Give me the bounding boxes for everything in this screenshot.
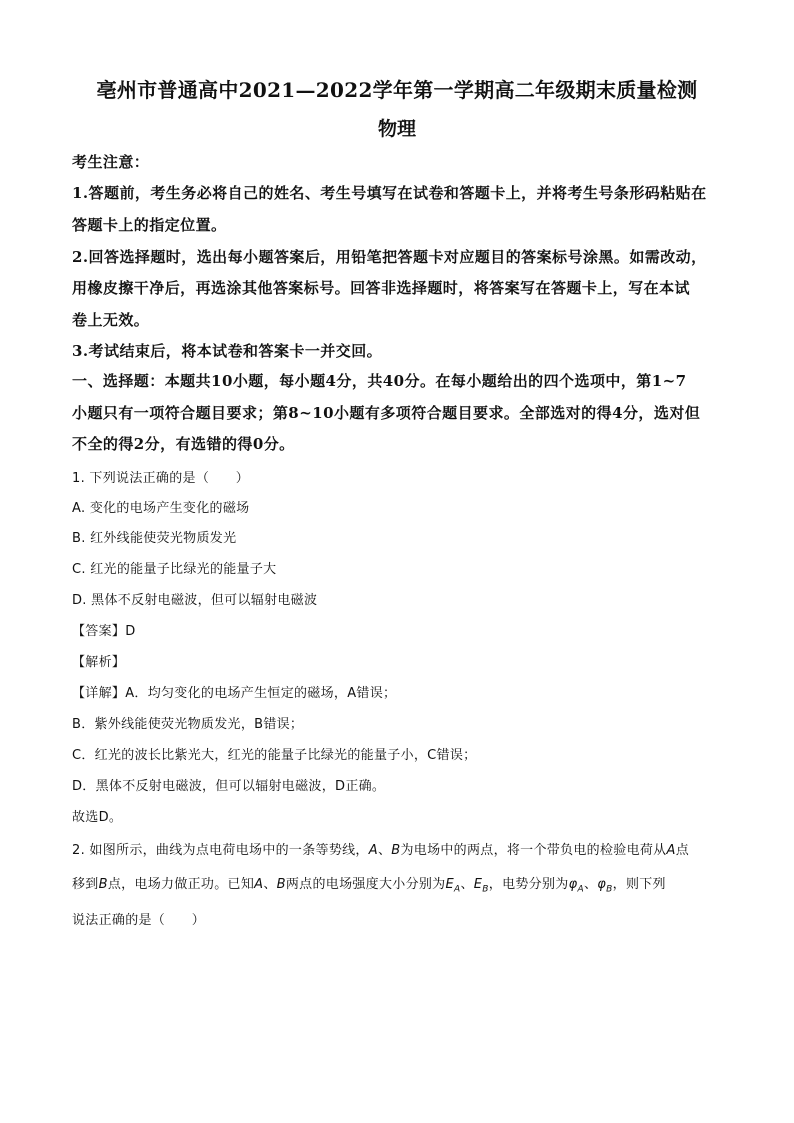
field-strength-b xyxy=(473,877,489,895)
question-1-detail-a xyxy=(72,682,396,701)
field-strength-symbol: E xyxy=(445,877,454,892)
notice-item-1-line-1: 1.答题前，考生务必将自己的姓名、考生号填写在试卷和答题卡上，并将考生号条形码粘贴在 xyxy=(72,184,707,202)
question-1-detail-c: C．红光的波长比紫光大，红光的能量子比绿光的能量子小，C错误； xyxy=(72,748,477,763)
q2-text: 、 xyxy=(263,877,277,892)
q2-text: 、 xyxy=(583,877,598,892)
point-a-label: A xyxy=(254,877,264,892)
field-strength-subscript: B xyxy=(482,884,489,895)
notice-item-3: 3.考试结束后，将本试卷和答案卡一并交回。 xyxy=(72,342,383,360)
exam-title: 亳州市普通高中2021—2022学年第一学期高二年级期末质量检测 xyxy=(96,78,698,102)
question-1-option-b: B. 红外线能使荧光物质发光 xyxy=(72,531,237,546)
notice-item-2-line-2: 用橡皮擦干净后，再选涂其他答案标号。回答非选择题时，将答案写在答题卡上，写在本试 xyxy=(72,279,691,297)
point-a-label: A xyxy=(368,843,378,858)
notice-item-2-line-3: 卷上无效。 xyxy=(72,311,150,329)
detail-label: 【详解】 xyxy=(72,686,126,701)
q2-text: 2. 如图所示，曲线为点电荷电场中的一条等势线， xyxy=(72,843,369,858)
point-b-label: B xyxy=(98,877,108,892)
question-1-analysis-label: 【解析】 xyxy=(72,655,126,670)
field-strength-symbol: E xyxy=(473,877,483,892)
answer-label: 【答案】 xyxy=(72,624,126,639)
potential-subscript: B xyxy=(606,884,613,895)
subject-title: 物理 xyxy=(377,118,416,140)
section-1-line-3: 不全的得2分，有选错的得0分。 xyxy=(72,435,295,453)
q2-text: ，则下列 xyxy=(612,877,666,892)
question-1-option-c: C. 红光的能量子比绿光的能量子大 xyxy=(72,562,277,577)
q2-text: 移到 xyxy=(72,877,99,892)
potential-symbol: φ xyxy=(568,877,578,892)
potential-b xyxy=(597,877,613,895)
q2-text: 点，电场力做正功。已知 xyxy=(107,877,255,892)
potential-subscript: A xyxy=(577,884,584,895)
detail-a-text: A．均匀变化的电场产生恒定的磁场，A错误； xyxy=(125,686,397,701)
field-strength-subscript: A xyxy=(454,884,461,895)
section-1-line-1: 一、选择题：本题共10小题，每小题4分，共40分。在每小题给出的四个选项中，第1~7 xyxy=(72,372,687,390)
section-1-line-2: 小题只有一项符合题目要求；第8~10小题有多项符合题目要求。全部选对的得4分，选对但 xyxy=(72,404,701,422)
potential-a xyxy=(568,877,584,895)
answer-value: D xyxy=(125,624,136,639)
point-b-label: B xyxy=(391,843,401,858)
question-1-answer xyxy=(72,620,136,639)
question-1-detail-b: B．紫外线能使荧光物质发光，B错误； xyxy=(72,717,304,732)
q2-text: ，电势分别为 xyxy=(488,877,569,892)
notice-item-1-line-2: 答题卡上的指定位置。 xyxy=(72,216,227,234)
question-2-line-3: 说法正确的是（ ） xyxy=(72,913,206,928)
question-1-detail-d: D．黑体不反射电磁波，但可以辐射电磁波，D正确。 xyxy=(72,779,386,794)
potential-symbol: φ xyxy=(597,877,607,892)
point-b-label: B xyxy=(276,877,286,892)
notice-heading: 考生注意： xyxy=(72,153,150,171)
q2-text: 为电场中的两点，将一个带负电的检验电荷从 xyxy=(400,843,667,858)
question-1-conclusion: 故选D。 xyxy=(72,810,123,825)
field-strength-a xyxy=(445,877,461,895)
question-2-line-2 xyxy=(72,873,666,895)
q2-text: 两点的电场强度大小分别为 xyxy=(285,877,446,892)
q2-text: 、 xyxy=(377,843,392,858)
question-1-option-d: D. 黑体不反射电磁波，但可以辐射电磁波 xyxy=(72,593,318,608)
point-a-label: A xyxy=(666,843,676,858)
question-2-line-1 xyxy=(72,839,689,858)
question-1-option-a: A. 变化的电场产生变化的磁场 xyxy=(72,501,250,516)
q2-text: 点 xyxy=(675,843,690,858)
q2-text: 、 xyxy=(460,877,474,892)
notice-item-2-line-1: 2.回答选择题时，选出每小题答案后，用铅笔把答题卡对应题目的答案标号涂黑。如需改动， xyxy=(72,248,707,266)
question-1-stem: 1. 下列说法正确的是（ ） xyxy=(72,471,250,486)
